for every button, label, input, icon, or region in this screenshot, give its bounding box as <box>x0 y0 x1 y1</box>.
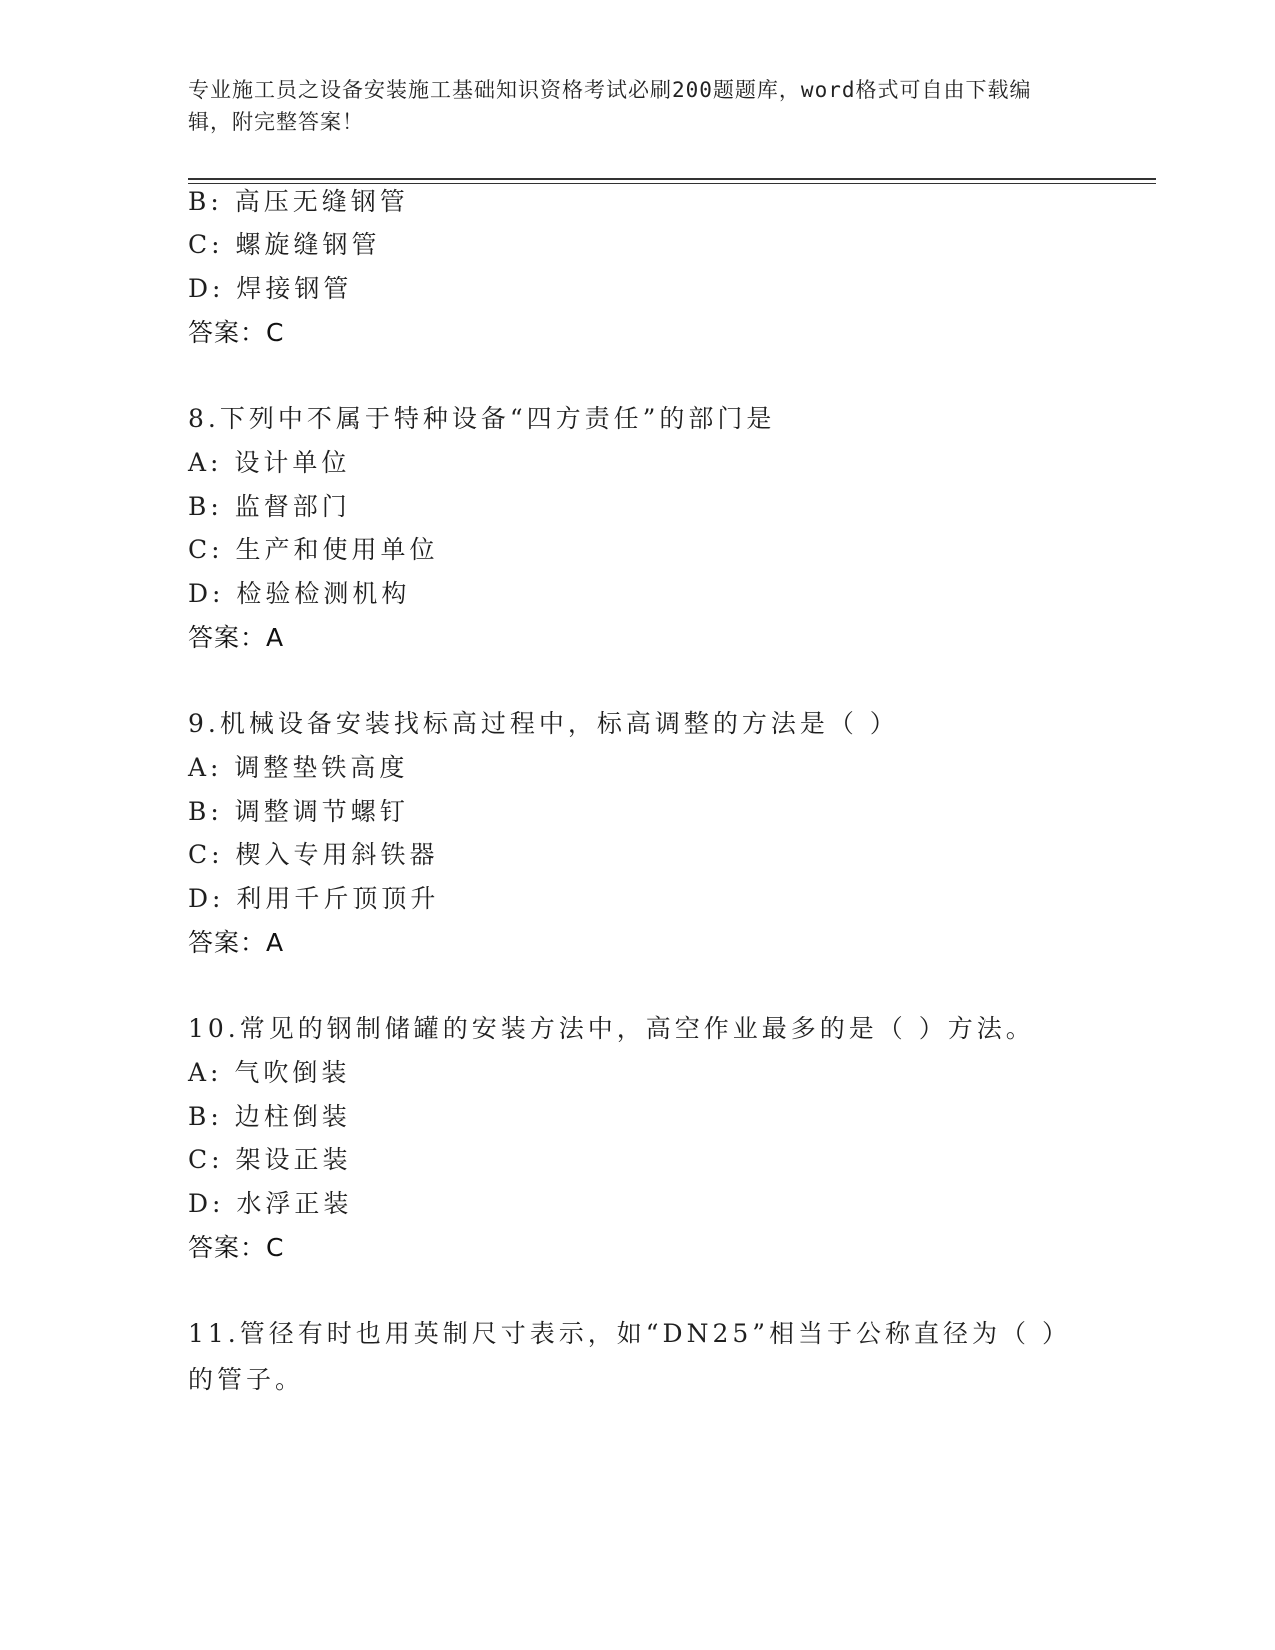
option-b: B: 边柱倒装 <box>188 1102 351 1131</box>
option-a: A: 设计单位 <box>188 448 351 477</box>
question-title: 11.管径有时也用英制尺寸表示，如“DN25”相当于公称直径为（ ）的管子。 <box>188 1319 1059 1394</box>
option-d: D: 检验检测机构 <box>188 579 411 608</box>
answer-line: 答案：A <box>188 623 285 652</box>
option-c: C: 架设正装 <box>188 1145 352 1174</box>
option-c: C: 楔入专用斜铁器 <box>188 840 439 869</box>
option-b: B: 监督部门 <box>188 492 351 521</box>
answer-line: 答案：C <box>188 318 285 347</box>
option-c: C: 螺旋缝钢管 <box>188 230 381 259</box>
header-rule-thin <box>188 183 1156 184</box>
option-a: A: 气吹倒装 <box>188 1058 351 1087</box>
document-header: 专业施工员之设备安装施工基础知识资格考试必刷200题题库，word格式可自由下载编辑，附完整答案！ <box>188 78 1032 134</box>
answer-line: 答案：C <box>188 1233 285 1262</box>
option-d: D: 水浮正装 <box>188 1189 353 1218</box>
option-b: B: 高压无缝钢管 <box>188 187 409 216</box>
header-rule-thick <box>188 178 1156 180</box>
option-d: D: 利用千斤顶顶升 <box>188 884 440 913</box>
option-c: C: 生产和使用单位 <box>188 535 439 564</box>
question-title: 9.机械设备安装找标高过程中，标高调整的方法是（ ） <box>188 709 899 738</box>
answer-line: 答案：A <box>188 928 285 957</box>
question-title: 8.下列中不属于特种设备“四方责任”的部门是 <box>188 404 776 433</box>
question-title: 10.常见的钢制储罐的安装方法中，高空作业最多的是（ ）方法。 <box>188 1014 1035 1043</box>
option-d: D: 焊接钢管 <box>188 274 353 303</box>
option-a: A: 调整垫铁高度 <box>188 753 409 782</box>
option-b: B: 调整调节螺钉 <box>188 797 409 826</box>
